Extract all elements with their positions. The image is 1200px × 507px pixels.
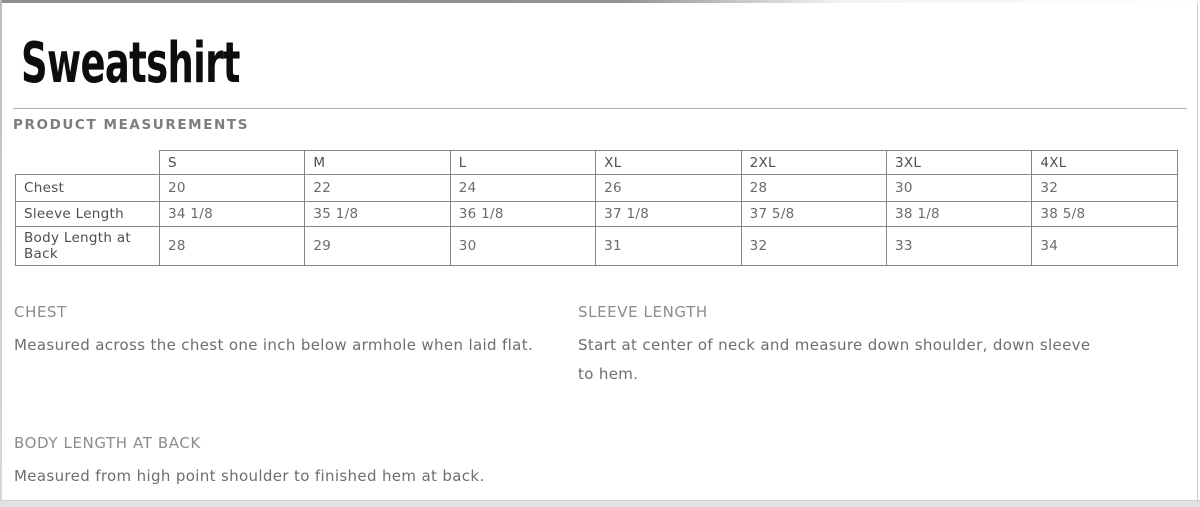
table-cell: 32 bbox=[1032, 175, 1177, 202]
definition-description: Measured from high point shoulder to finished hem at back. bbox=[14, 467, 485, 485]
definition-chest bbox=[14, 302, 562, 389]
table-cell: 26 bbox=[596, 175, 741, 202]
table-cell: 31 bbox=[596, 227, 741, 266]
size-column-header: 2XL bbox=[741, 151, 886, 175]
row-label: Chest bbox=[16, 175, 160, 202]
definition-description: Measured across the chest one inch below armhole when laid flat. bbox=[14, 336, 534, 354]
page-left-border bbox=[0, 0, 2, 507]
table-cell: 37 5/8 bbox=[741, 202, 886, 227]
definition-description: Start at center of neck and measure down shoulder, down sleeve to hem. bbox=[578, 336, 1091, 383]
table-cell: 20 bbox=[160, 175, 305, 202]
page-title: Sweatshirt bbox=[21, 31, 240, 96]
row-label: Sleeve Length bbox=[16, 202, 160, 227]
table-cell: 32 bbox=[741, 227, 886, 266]
definition-term: CHEST bbox=[14, 303, 67, 321]
table-cell: 38 1/8 bbox=[886, 202, 1031, 227]
table-cell: 29 bbox=[305, 227, 450, 266]
table-cell: 30 bbox=[886, 175, 1031, 202]
table-cell: 28 bbox=[160, 227, 305, 266]
page-right-border bbox=[1197, 3, 1198, 507]
size-column-header: M bbox=[305, 151, 450, 175]
section-heading: PRODUCT MEASUREMENTS bbox=[13, 117, 250, 133]
size-column-header: L bbox=[450, 151, 595, 175]
table-cell: 24 bbox=[450, 175, 595, 202]
table-row-body-length-at-back bbox=[16, 227, 1178, 266]
table-corner-blank bbox=[16, 151, 160, 175]
table-cell: 35 1/8 bbox=[305, 202, 450, 227]
definition-term: SLEEVE LENGTH bbox=[578, 303, 708, 321]
size-column-header: S bbox=[160, 151, 305, 175]
definition-sleeve-length bbox=[578, 302, 1160, 389]
table-cell: 36 1/8 bbox=[450, 202, 595, 227]
size-column-header: 3XL bbox=[886, 151, 1031, 175]
measurements-table bbox=[15, 150, 1178, 266]
table-cell: 37 1/8 bbox=[596, 202, 741, 227]
table-header-row bbox=[16, 151, 1178, 175]
page-top-shadow bbox=[0, 0, 1200, 3]
table-cell: 38 5/8 bbox=[1032, 202, 1177, 227]
table-cell: 34 bbox=[1032, 227, 1177, 266]
size-column-header: 4XL bbox=[1032, 151, 1177, 175]
definition-body-length-at-back bbox=[14, 433, 562, 491]
table-cell: 30 bbox=[450, 227, 595, 266]
table-cell: 22 bbox=[305, 175, 450, 202]
table-row-chest bbox=[16, 175, 1178, 202]
row-label: Body Length at Back bbox=[16, 227, 160, 266]
definition-term: BODY LENGTH AT BACK bbox=[14, 434, 201, 452]
table-row-sleeve-length bbox=[16, 202, 1178, 227]
section-divider bbox=[13, 108, 1187, 109]
table-cell: 34 1/8 bbox=[160, 202, 305, 227]
size-column-header: XL bbox=[596, 151, 741, 175]
measurement-definitions bbox=[14, 302, 1160, 491]
table-cell: 28 bbox=[741, 175, 886, 202]
page-bottom-border bbox=[0, 500, 1200, 507]
table-cell: 33 bbox=[886, 227, 1031, 266]
